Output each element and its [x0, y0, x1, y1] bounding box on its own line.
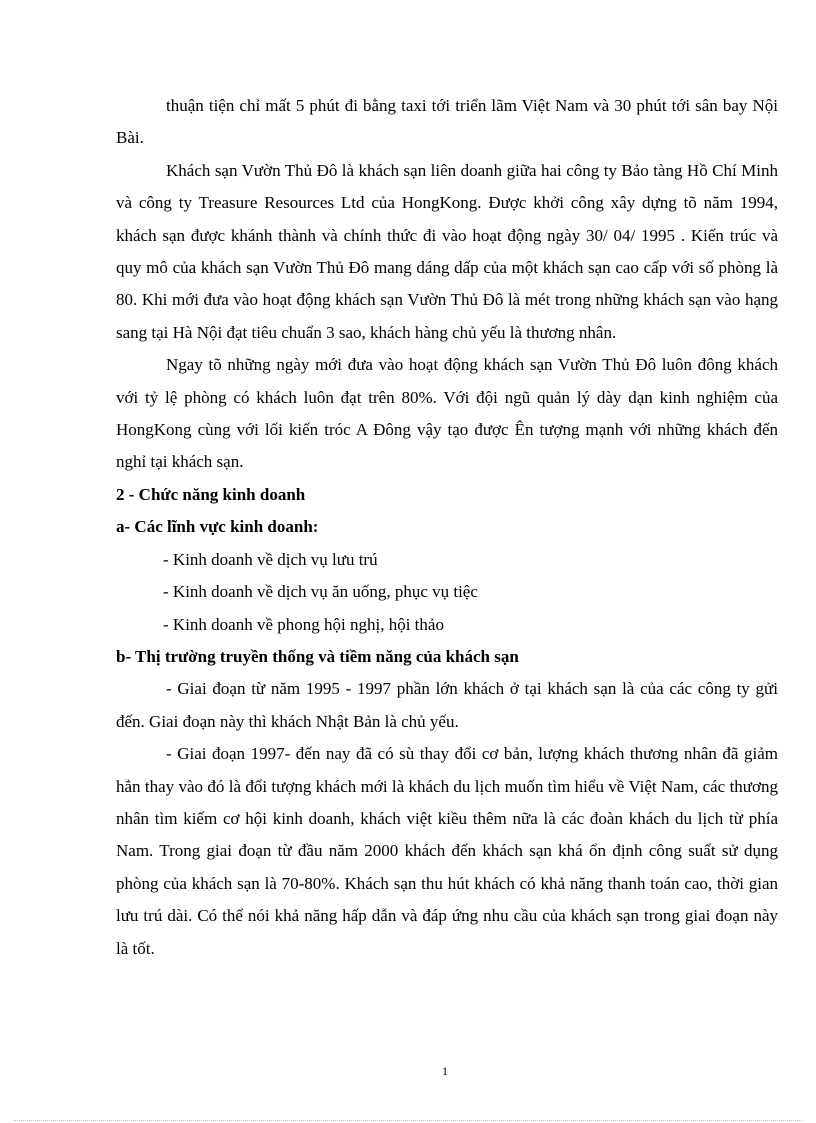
list-item-food-service: - Kinh doanh về dịch vụ ăn uống, phục vụ tiệc	[163, 582, 478, 602]
paragraph-market-1997-present: - Giai đoạn 1997- đến nay đã có sù thay đổi cơ bản, lượng khách thương nhân đã giảm hẳn thay vào đó là đối tượng khách mới là khách du lịch muốn tìm hiểu về Việt Nam, các thương nhân tìm kiếm cơ hội kinh doanh, khách việt kiều thêm nữa là các đoàn khách du lịch từ phía Nam. Trong giai đoạn từ đầu năm 2000 khách đến khách sạn khá ổn định công suất sử dụng phòng của khách sạn là 70-80%. Khách sạn thu hút khách có khả năng thanh toán cao, thời gian lưu trú dài. Có thể nói khả năng hấp dẫn và đáp ứng nhu cầu của khách sạn trong giai đoạn này là tốt.	[116, 744, 778, 958]
paragraph-reputation: Ngay tõ những ngày mới đưa vào hoạt động khách sạn Vườn Thủ Đô luôn đông khách với tỷ lệ phòng có khách luôn đạt trên 80%. Với đội ngũ quản lý dày dạn kinh nghiệm của HongKong cùng với lối kiến tróc A Đông vậy tạo được Ên tượng mạnh với những khách đến nghỉ tại khách sạn.	[116, 355, 778, 472]
list-item-accommodation: - Kinh doanh về dịch vụ lưu trú	[163, 549, 378, 569]
paragraph-market-1995-1997: - Giai đoạn từ năm 1995 - 1997 phần lớn khách ở tại khách sạn là của các công ty gửi đến. Giai đoạn này thì khách Nhật Bản là chủ yếu.	[116, 679, 778, 731]
footer-divider	[14, 1120, 802, 1121]
section-heading-business-function: 2 - Chức năng kinh doanh	[116, 484, 306, 504]
document-page	[116, 90, 778, 965]
subheading-business-areas: a- Các lĩnh vực kinh doanh:	[116, 517, 319, 537]
subheading-markets: b- Thị trường truyền thống và tiềm năng của khách sạn	[116, 646, 519, 666]
list-item-conference: - Kinh doanh về phong hội nghị, hội thảo	[163, 614, 444, 634]
paragraph-history: Khách sạn Vườn Thủ Đô là khách sạn liên doanh giữa hai công ty Bảo tàng Hồ Chí Minh và công ty Treasure Resources Ltd của HongKong. Được khởi công xây dựng tõ năm 1994, khách sạn được khánh thành và chính thức đi vào hoạt động ngày 30/ 04/ 1995 . Kiến trúc và quy mô của khách sạn Vườn Thủ Đô mang dáng dấp của một khách sạn cao cấp với số phòng là 80. Khi mới đưa vào hoạt động khách sạn Vườn Thủ Đô là mét trong những khách sạn vào hạng sang tại Hà Nội đạt tiêu chuẩn 3 sao, khách hàng chủ yếu là thương nhân.	[116, 160, 778, 342]
page-number: 1	[442, 1064, 448, 1078]
paragraph-location: thuận tiện chỉ mất 5 phút đi bằng taxi tới triển lãm Việt Nam và 30 phút tới sân bay Nội Bài.	[116, 96, 778, 148]
